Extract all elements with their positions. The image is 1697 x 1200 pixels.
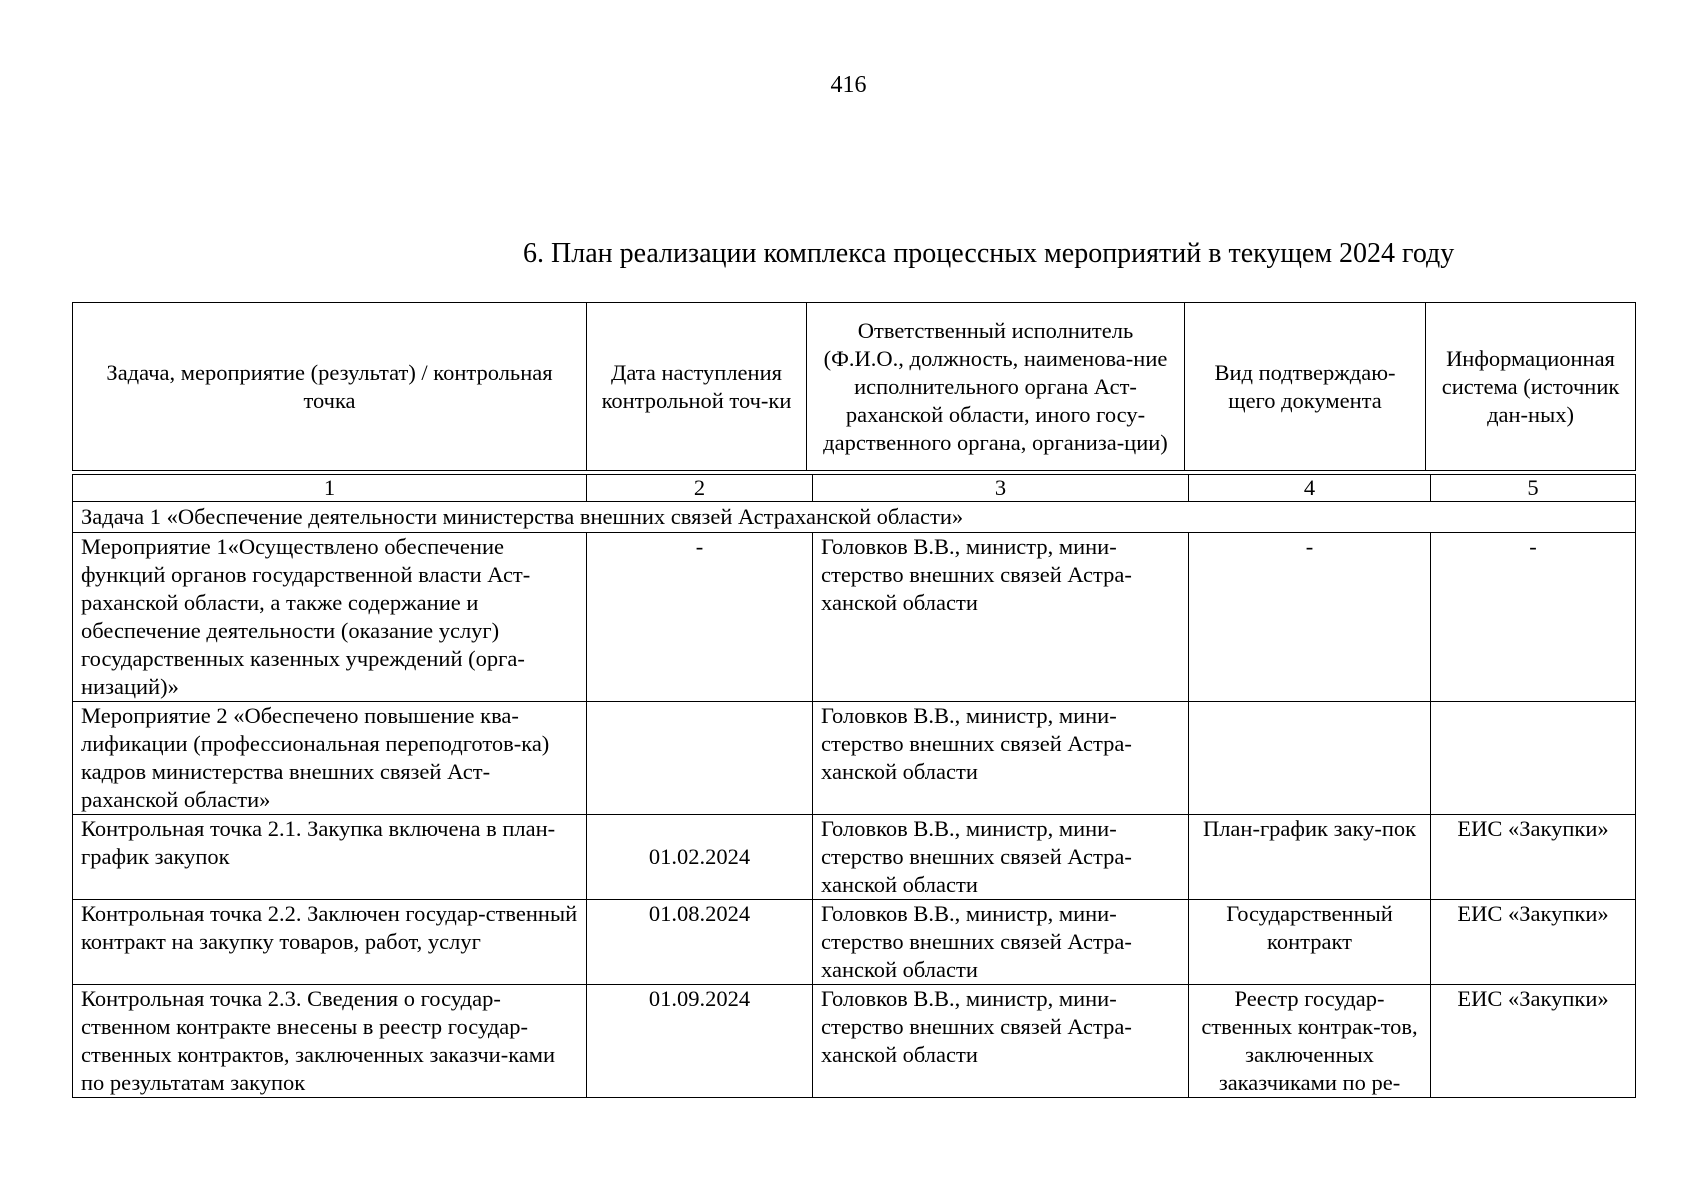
row-name: Мероприятие 2 «Обеспечено повышение ква-лификации (профессиональная переподготов-ка) кадров министерства внешних связей Аст-раханской области»: [73, 702, 587, 815]
row-name: Контрольная точка 2.2. Заключен государ-ственный контракт на закупку товаров, работ, услуг: [73, 900, 587, 985]
column-number-row: [73, 475, 1636, 502]
plan-table: [72, 474, 1636, 1098]
page-number: 416: [830, 72, 867, 98]
task-row: [73, 502, 1636, 533]
table-row: [73, 815, 1636, 900]
table-row: [73, 900, 1636, 985]
row-executor: Головков В.В., министр, мини-стерство внешних связей Астра-ханской области: [813, 985, 1189, 1098]
row-name: Мероприятие 1«Осуществлено обеспечение функций органов государственной власти Аст-раханской области, а также содержание и обеспечение деятельности (оказание услуг) государственных казенных учреждений (орга-низаций)»: [73, 533, 587, 702]
task-title: Задача 1 «Обеспечение деятельности министерства внешних связей Астраханской области»: [73, 502, 1636, 533]
header-document: Вид подтверждаю-щего документа: [1185, 303, 1426, 471]
header-system: Информационная система (источник дан-ных): [1426, 303, 1636, 471]
header-executor: Ответственный исполнитель (Ф.И.О., должность, наименова-ние исполнительного органа Аст-раханской области, иного госу-дарственного органа, организа-ции): [807, 303, 1185, 471]
table-row: [73, 985, 1636, 1098]
table-row: [73, 702, 1636, 815]
header-date: Дата наступления контрольной точ-ки: [587, 303, 807, 471]
row-system: -: [1431, 533, 1636, 702]
column-number: 3: [813, 475, 1189, 502]
row-document: Реестр государ-ственных контрак-тов, заключенных заказчиками по ре-: [1189, 985, 1431, 1098]
column-number: 5: [1431, 475, 1636, 502]
row-document: План-график заку-пок: [1189, 815, 1431, 900]
row-date: 01.09.2024: [587, 985, 813, 1098]
column-number: 1: [73, 475, 587, 502]
table-row: [73, 533, 1636, 702]
row-system: ЕИС «Закупки»: [1431, 985, 1636, 1098]
row-document: [1189, 702, 1431, 815]
row-system: ЕИС «Закупки»: [1431, 815, 1636, 900]
row-date: 01.08.2024: [587, 900, 813, 985]
column-number: 2: [587, 475, 813, 502]
row-document: Государственный контракт: [1189, 900, 1431, 985]
row-executor: Головков В.В., министр, мини-стерство внешних связей Астра-ханской области: [813, 702, 1189, 815]
row-system: ЕИС «Закупки»: [1431, 900, 1636, 985]
row-executor: Головков В.В., министр, мини-стерство внешних связей Астра-ханской области: [813, 533, 1189, 702]
row-name: Контрольная точка 2.1. Закупка включена в план-график закупок: [73, 815, 587, 900]
row-name: Контрольная точка 2.3. Сведения о государ-ственном контракте внесены в реестр государ-ственных контрактов, заключенных заказчи-ками по результатам закупок: [73, 985, 587, 1098]
row-executor: Головков В.В., министр, мини-стерство внешних связей Астра-ханской области: [813, 900, 1189, 985]
row-document: -: [1189, 533, 1431, 702]
column-number: 4: [1189, 475, 1431, 502]
row-date: [587, 702, 813, 815]
row-date: 01.02.2024: [587, 815, 813, 900]
section-title: 6. План реализации комплекса процессных мероприятий в текущем 2024 году: [523, 238, 1455, 269]
row-executor: Головков В.В., министр, мини-стерство внешних связей Астра-ханской области: [813, 815, 1189, 900]
table-header: [72, 302, 1636, 471]
row-date: -: [587, 533, 813, 702]
header-task: Задача, мероприятие (результат) / контрольная точка: [73, 303, 587, 471]
row-system: [1431, 702, 1636, 815]
